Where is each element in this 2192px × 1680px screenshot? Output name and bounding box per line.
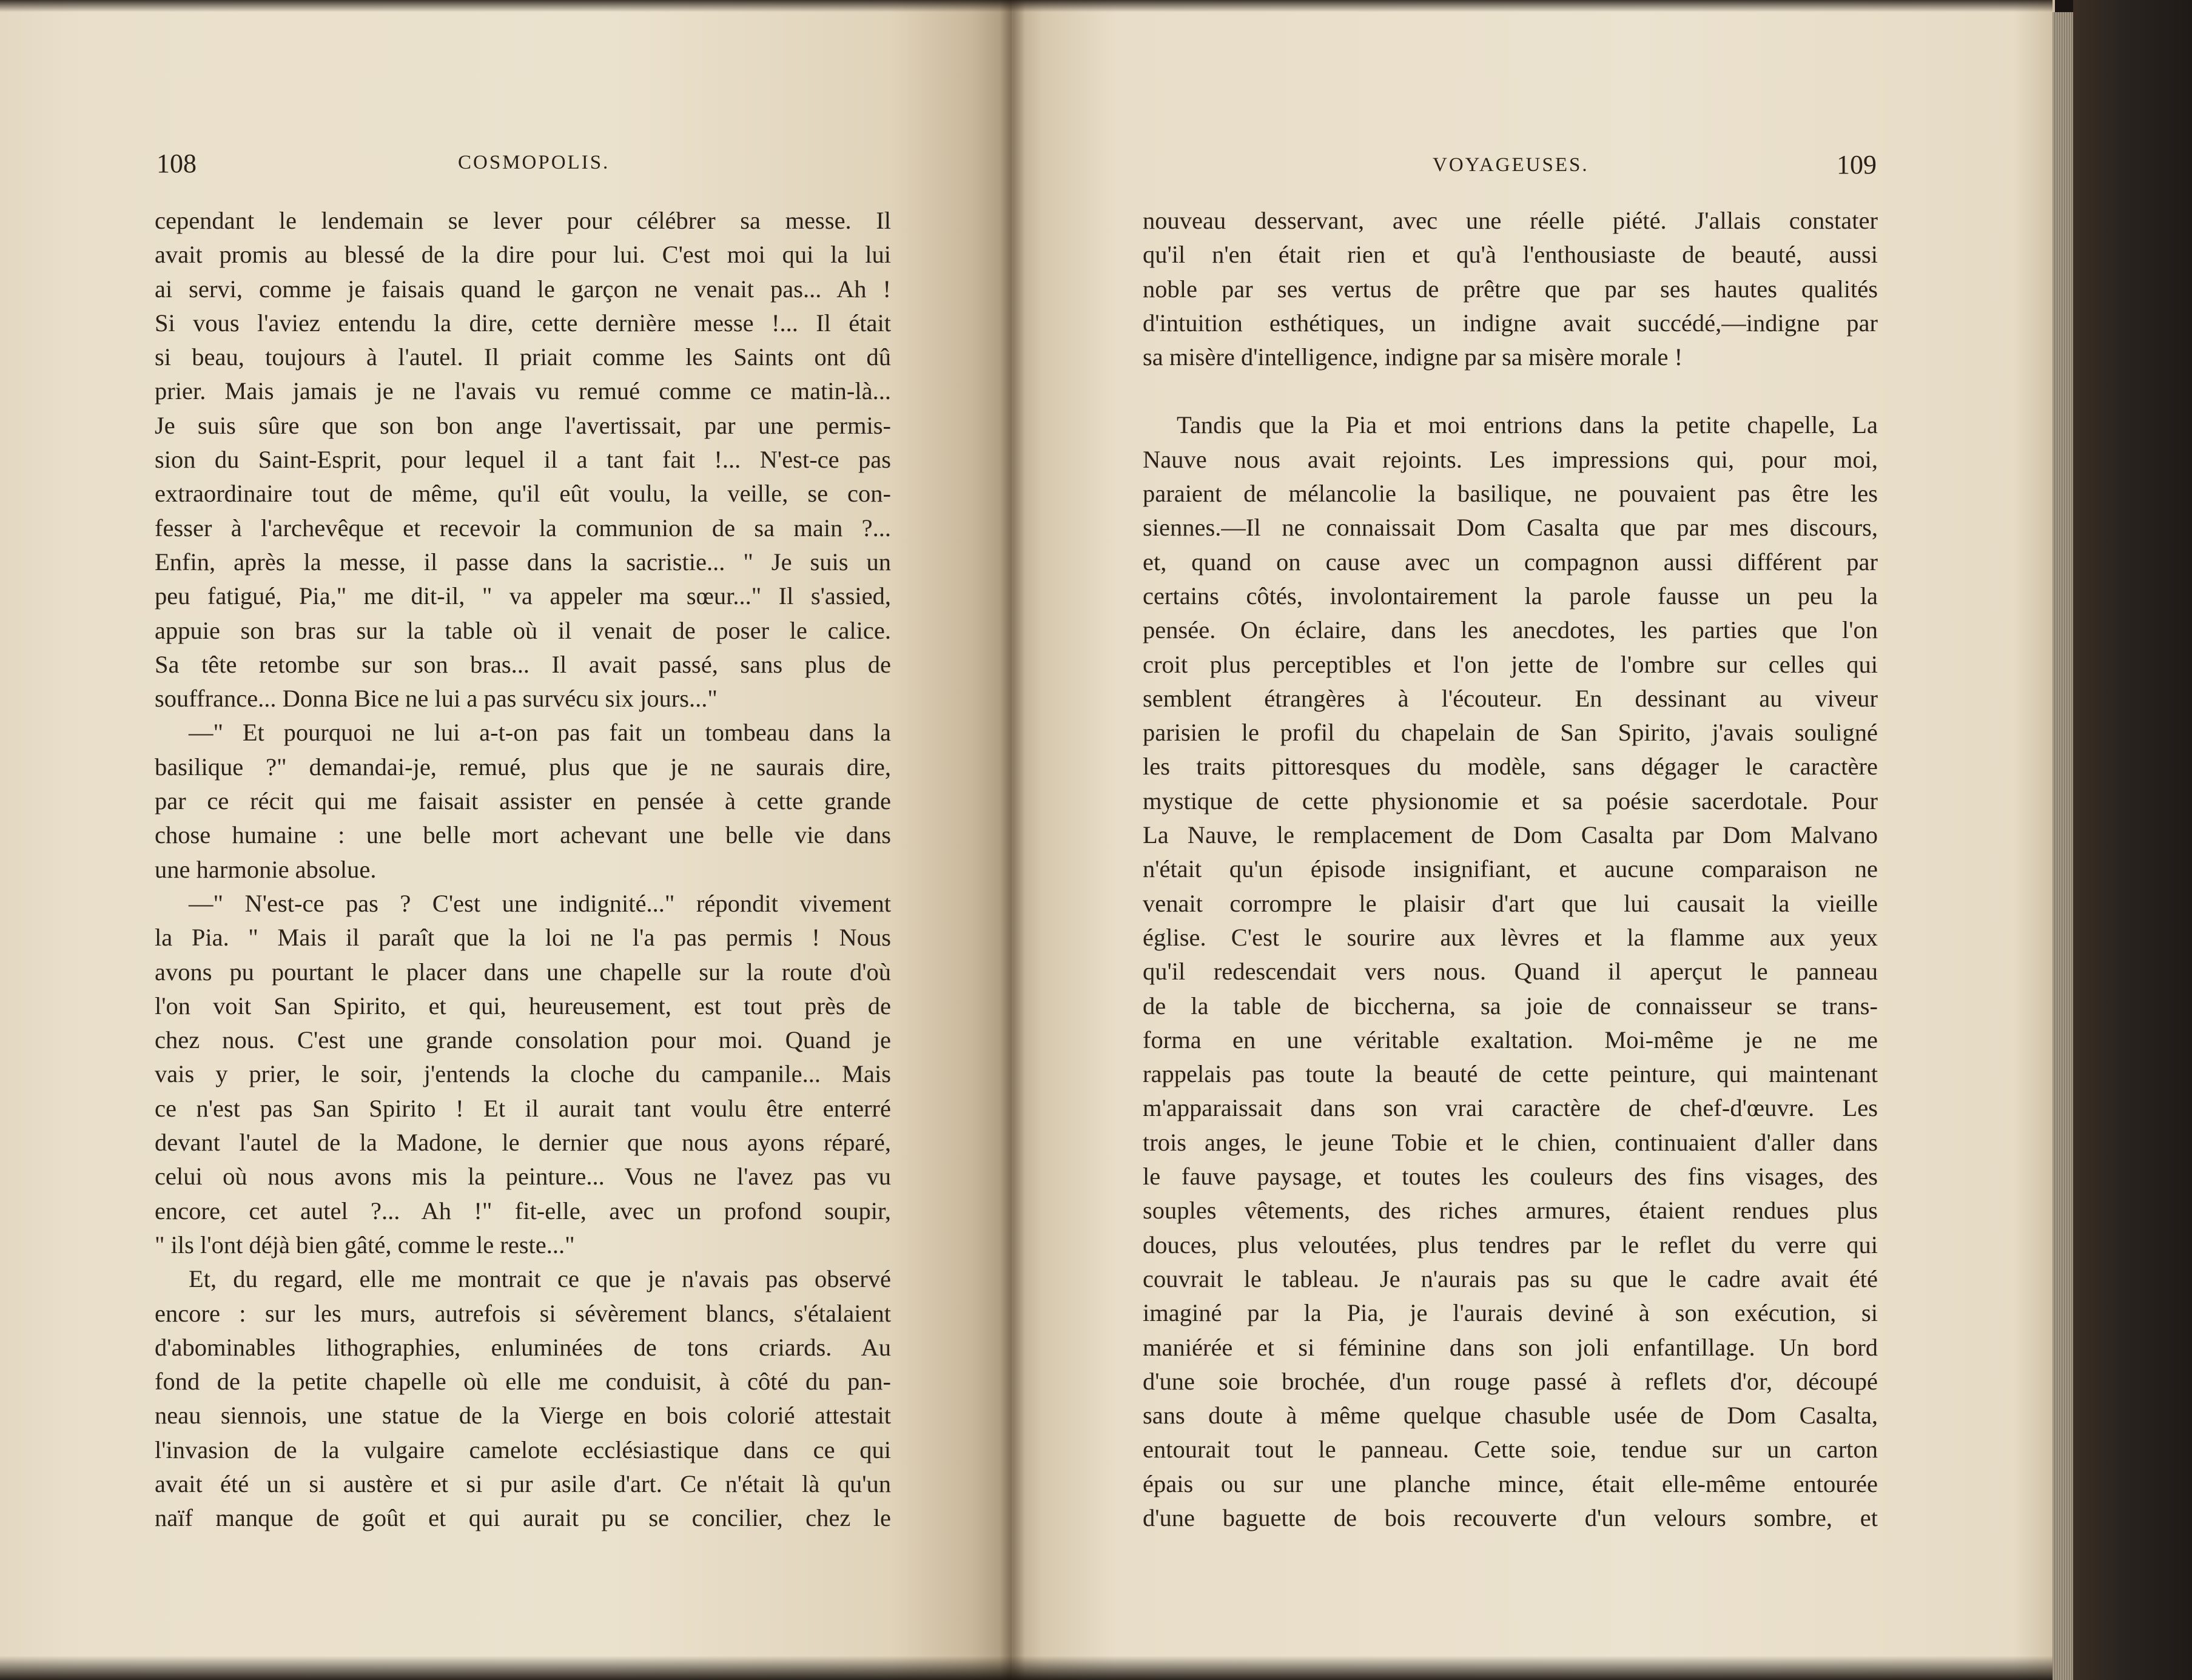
text-line: avait promis au blessé de la dire pour lui. C'est moi qui la lui — [155, 241, 891, 269]
right-page-number: 109 — [1837, 150, 1877, 180]
text-line: paraient de mélancolie la basilique, ne pouvaient pas être les — [1143, 480, 1878, 508]
text-line: devant l'autel de la Madone, le dernier que nous ayons réparé, — [155, 1129, 891, 1157]
text-line: parisien le profil du chapelain de San Spirito, j'avais souligné — [1143, 719, 1878, 747]
text-line: Tandis que la Pia et moi entrions dans la petite chapelle, La — [1177, 411, 1878, 439]
text-line: prier. Mais jamais je ne l'avais vu remué comme ce matin-là... — [155, 377, 891, 405]
text-line: n'était qu'un épisode insignifiant, et aucune comparaison ne — [1143, 855, 1878, 883]
text-line: " ils l'ont déjà bien gâté, comme le reste..." — [155, 1231, 575, 1258]
left-body-text — [155, 204, 891, 1536]
text-line: couvrait le tableau. Je n'aurais pas su que le cadre avait été — [1143, 1265, 1878, 1292]
text-line: naïf manque de goût et qui aurait pu se concilier, chez le — [155, 1504, 891, 1532]
text-line: vais y prier, le soir, j'entends la cloche du campanile... Mais — [155, 1060, 891, 1088]
book-gutter — [1000, 0, 1025, 1680]
left-running-head: COSMOPOLIS. — [458, 152, 610, 173]
text-line: le fauve paysage, et toutes les couleurs des fins visages, des — [1143, 1163, 1878, 1191]
text-line: d'une baguette de bois recouverte d'un velours sombre, et — [1143, 1504, 1878, 1531]
text-line: l'on voit San Spirito, et qui, heureusement, est tout près de — [155, 992, 891, 1020]
text-line: encore : sur les murs, autrefois si sévèrement blancs, s'étalaient — [155, 1299, 891, 1327]
text-line: entourait tout le panneau. Cette soie, tendue sur un carton — [1143, 1436, 1878, 1463]
text-line: imaginé par la Pia, je l'aurais deviné à son exécution, si — [1143, 1299, 1878, 1327]
text-line: d'intuition esthétiques, un indigne avait succédé,—indigne par — [1143, 309, 1878, 337]
text-line: fond de la petite chapelle où elle me conduisit, à côté du pan- — [155, 1368, 891, 1396]
text-line: pensée. On éclaire, dans les anecdotes, les parties que l'on — [1143, 616, 1878, 644]
left-page-number: 108 — [156, 149, 197, 178]
text-line: avons pu pourtant le placer dans une chapelle sur la route d'où — [155, 958, 891, 986]
text-line: d'abominables lithographies, enluminées de tons criards. Au — [155, 1333, 891, 1361]
text-line: m'apparaissait dans son vrai caractère de chef-d'œuvre. Les — [1143, 1094, 1878, 1122]
text-line: chose humaine : une belle mort achevant une belle vie dans — [155, 821, 891, 849]
paragraph-gap — [1143, 374, 1878, 408]
text-line: croit plus perceptibles et l'on jette de l'ombre sur celles qui — [1143, 650, 1878, 678]
text-line: La Nauve, le remplacement de Dom Casalta par Dom Malvano — [1143, 821, 1878, 849]
text-line: sion du Saint-Esprit, pour lequel il a tant fait !... N'est-ce pas — [155, 446, 891, 474]
text-line: venait corrompre le plaisir d'art que lui causait la vieille — [1143, 889, 1878, 917]
text-line: celui où nous avons mis la peinture... Vous ne l'avez pas vu — [155, 1163, 891, 1191]
text-line: ai servi, comme je faisais quand le garçon ne venait pas... Ah ! — [155, 275, 891, 303]
text-line: et, quand on cause avec un compagnon aussi différent par — [1143, 548, 1878, 576]
text-line: nouveau desservant, avec une réelle piété. J'allais constater — [1143, 207, 1878, 234]
text-line: sa misère d'intelligence, indigne par sa misère morale ! — [1143, 343, 1683, 371]
text-line: si beau, toujours à l'autel. Il priait comme les Saints ont dû — [155, 343, 891, 371]
text-line: l'invasion de la vulgaire camelote ecclésiastique dans ce qui — [155, 1436, 891, 1463]
text-line: église. C'est le sourire aux lèvres et la flamme aux yeux — [1143, 923, 1878, 951]
text-line: noble par ses vertus de prêtre que par ses hautes qualités — [1143, 275, 1878, 303]
text-line: souples vêtements, des riches armures, étaient rendues plus — [1143, 1197, 1878, 1225]
text-line: Enfin, après la messe, il passe dans la sacristie... " Je suis un — [155, 548, 891, 576]
text-line: souffrance... Donna Bice ne lui a pas survécu six jours..." — [155, 685, 718, 713]
text-line: les traits pittoresques du modèle, sans dégager le caractère — [1143, 753, 1878, 781]
text-line: encore, cet autel ?... Ah !" fit-elle, avec un profond soupir, — [155, 1197, 891, 1225]
text-line: Sa tête retombe sur son bras... Il avait passé, sans plus de — [155, 650, 891, 678]
text-line: siennes.—Il ne connaissait Dom Casalta que par mes discours, — [1143, 514, 1878, 542]
text-line: sans doute à même quelque chasuble usée de Dom Casalta, — [1143, 1402, 1878, 1430]
top-shadow — [0, 0, 2052, 12]
text-line: cependant le lendemain se lever pour célébrer sa messe. Il — [155, 207, 891, 234]
text-line: appuie son bras sur la table où il venait de poser le calice. — [155, 616, 891, 644]
text-line: extraordinaire tout de même, qu'il eût voulu, la veille, se con- — [155, 480, 891, 508]
text-line: qu'il n'en était rien et qu'à l'enthousiaste de beauté, aussi — [1143, 241, 1878, 269]
text-line: épais ou sur une planche mince, était elle-même entourée — [1143, 1470, 1878, 1497]
text-line: certains côtés, involontairement la parole fausse un peu la — [1143, 582, 1878, 610]
bottom-shadow — [0, 1656, 2052, 1680]
text-line: une harmonie absolue. — [155, 855, 377, 883]
text-line: ce n'est pas San Spirito ! Et il aurait tant voulu être enterré — [155, 1094, 891, 1122]
text-line: d'une soie brochée, d'un rouge passé à reflets d'or, découpé — [1143, 1367, 1878, 1395]
text-line: —" N'est-ce pas ? C'est une indignité..." répondit vivement — [189, 889, 891, 917]
text-line: neau siennois, une statue de la Vierge en bois colorié attestait — [155, 1402, 891, 1430]
text-line: qu'il redescendait vers nous. Quand il aperçut le panneau — [1143, 958, 1878, 986]
text-line: Si vous l'aviez entendu la dire, cette dernière messe !... Il était — [155, 309, 891, 337]
text-line: douces, plus veloutées, plus tendres par le reflet du verre qui — [1143, 1231, 1878, 1258]
text-line: avait été un si austère et si pur asile d'art. Ce n'était là qu'un — [155, 1470, 891, 1497]
text-line: semblent étrangères à l'écouteur. En dessinant au viveur — [1143, 684, 1878, 712]
text-line: Je suis sûre que son bon ange l'avertissait, par une permis- — [155, 411, 891, 439]
book-cover — [2073, 0, 2192, 1680]
text-line: chez nous. C'est une grande consolation pour moi. Quand je — [155, 1026, 891, 1054]
text-line: trois anges, le jeune Tobie et le chien, continuaient d'aller dans — [1143, 1128, 1878, 1156]
page-edges — [2052, 12, 2073, 1680]
text-line: Et, du regard, elle me montrait ce que je n'avais pas observé — [189, 1265, 891, 1293]
text-line: par ce récit qui me faisait assister en pensée à cette grande — [155, 787, 891, 815]
text-line: basilique ?" demandai-je, remué, plus que je ne saurais dire, — [155, 753, 891, 781]
text-line: la Pia. " Mais il paraît que la loi ne l'a pas permis ! Nous — [155, 924, 891, 952]
text-line: maniérée et si féminine dans son joli enfantillage. Un bord — [1143, 1333, 1878, 1361]
right-body-text — [1143, 204, 1878, 1535]
text-line: fesser à l'archevêque et recevoir la communion de sa main ?... — [155, 514, 891, 542]
text-line: Nauve nous avait rejoints. Les impressions qui, pour moi, — [1143, 445, 1878, 473]
text-line: forma en une véritable exaltation. Moi-même je ne me — [1143, 1026, 1878, 1053]
text-line: de la table de biccherna, sa joie de connaisseur se trans- — [1143, 992, 1878, 1020]
text-line: —" Et pourquoi ne lui a-t-on pas fait un tombeau dans la — [189, 719, 891, 747]
right-running-head: VOYAGEUSES. — [1433, 154, 1589, 176]
text-line: rappelais pas toute la beauté de cette peinture, qui maintenant — [1143, 1060, 1878, 1088]
text-line: peu fatigué, Pia," me dit-il, " va appeler ma sœur..." Il s'assied, — [155, 582, 891, 610]
text-line: mystique de cette physionomie et sa poésie sacerdotale. Pour — [1143, 787, 1878, 815]
